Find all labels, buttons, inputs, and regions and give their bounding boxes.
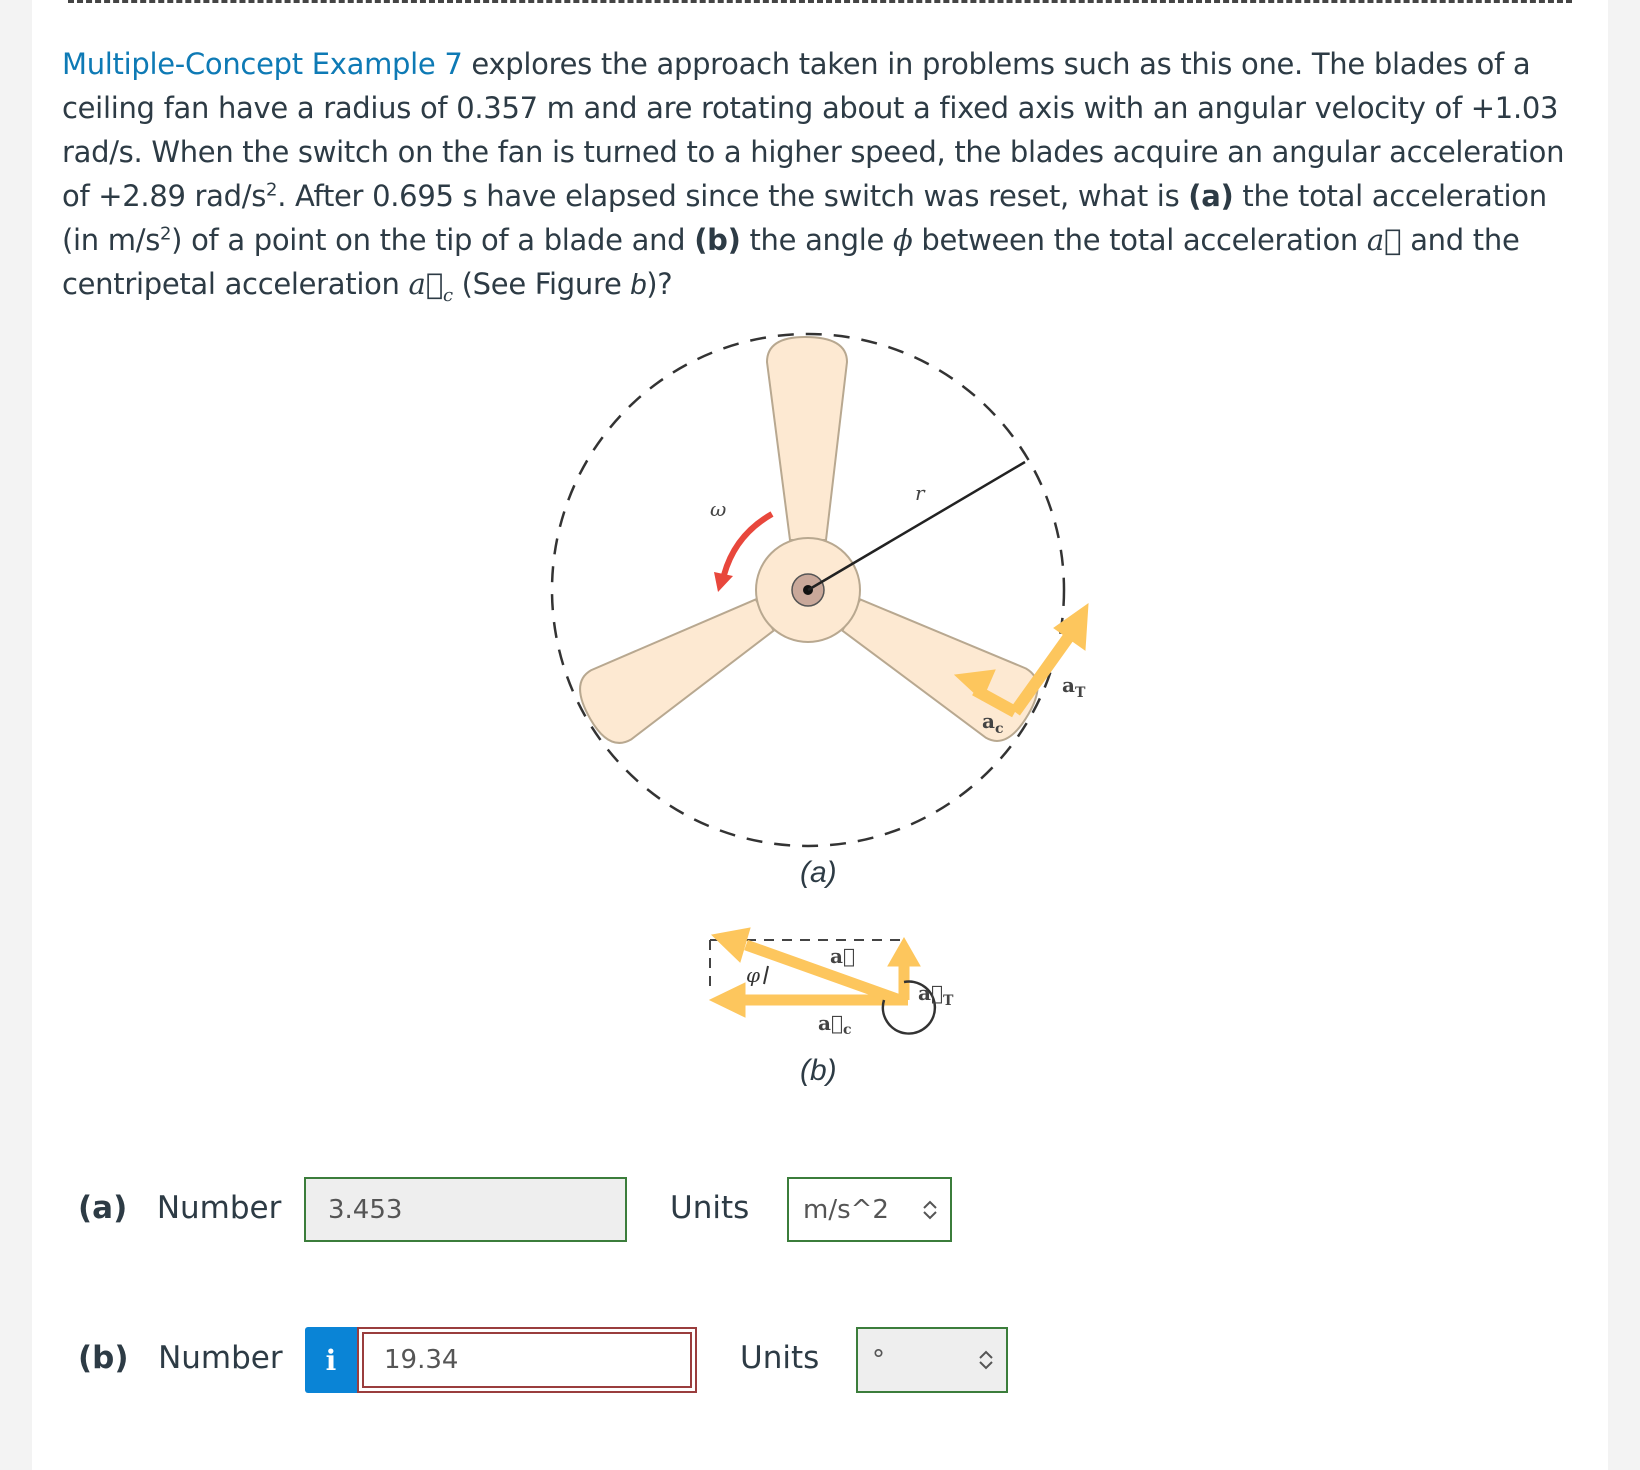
answer-b-input[interactable]: 19.34 (362, 1332, 692, 1388)
vec-ac-arrowhead (710, 983, 745, 1017)
caption-a: (a) (800, 856, 837, 889)
info-icon[interactable]: i (305, 1327, 357, 1393)
chevron-updown-icon (976, 1348, 996, 1372)
rotation-arrowhead (714, 572, 733, 592)
example-link[interactable]: Multiple-Concept Example 7 (62, 47, 463, 81)
aT-label: $a_T$ (1062, 673, 1086, 701)
vec-a-arrowhead (712, 928, 750, 962)
vec-aT-arrowhead (888, 938, 920, 966)
vec-ac-label: $a⃗_c$ (818, 1011, 852, 1038)
chevron-updown-icon (920, 1198, 940, 1222)
vec-a-label: a⃗ (830, 944, 855, 968)
fan-blade (767, 337, 847, 540)
fan-blade (569, 581, 785, 752)
units-b-label: Units (740, 1340, 820, 1376)
caption-b: (b) (800, 1054, 837, 1087)
radius-label: r (915, 481, 925, 505)
ac-label: $a_c$ (982, 709, 1004, 737)
fan-blade (832, 579, 1048, 750)
answer-b-label: (b) Number (78, 1340, 283, 1376)
vec-a-arrow (746, 945, 900, 1000)
omega-label: ω (710, 497, 727, 521)
units-a-label: Units (670, 1190, 750, 1226)
answer-a-input[interactable]: 3.453 (304, 1177, 627, 1242)
vec-aT-label: $a⃗_T$ (918, 981, 954, 1009)
phi-label: φ (746, 963, 761, 987)
answer-b-input-wrapper (357, 1327, 697, 1393)
units-b-select[interactable]: ° (856, 1327, 1008, 1393)
answer-a-label: (a) Number (78, 1190, 282, 1226)
phi-tick (764, 966, 768, 984)
units-a-select[interactable]: m/s^2 (787, 1177, 952, 1242)
question-text: Multiple-Concept Example 7 explores the approach taken in problems such as this one. The blades of a ceiling fan have a radius of 0.357 m and are rotating about a fixed axis with an angular velocity of +1.03 rad/s. When the switch on the fan is turned to a higher speed, the blades acquire an angular acceleration of +2.89 rad/$s^2$. After 0.695 s have elapsed since the switch was reset, what is (a) the total acceleration (in $m/s^2$) of a point on the tip of a blade and (b) the angle ϕ between the total acceleration a⃗ and the centripetal acceleration $a⃗_c$ (See Figure b)? (62, 47, 1565, 306)
vector-diagram (710, 928, 920, 1017)
